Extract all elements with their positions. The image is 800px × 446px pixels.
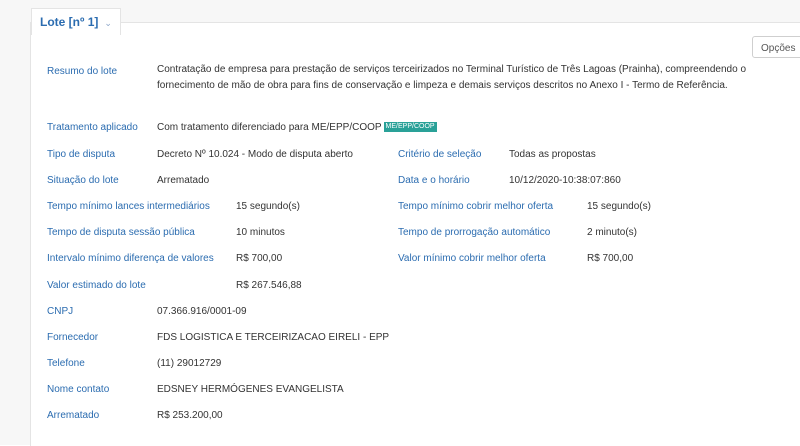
label-resumo: Resumo do lote [47,66,118,77]
value-tempo-cobrir: 15 segundo(s) [587,201,651,212]
value-situacao: Arrematado [157,175,210,186]
label-telefone: Telefone [47,358,85,369]
value-valor-estimado: R$ 267.546,88 [236,280,302,291]
value-tempo-sessao: 10 minutos [236,227,285,238]
value-nome-contato: EDSNEY HERMÓGENES EVANGELISTA [157,384,344,395]
value-tempo-lances: 15 segundo(s) [236,201,300,212]
me-epp-coop-badge: ME/EPP/COOP [385,123,435,130]
label-tempo-prorrogacao: Tempo de prorrogação automático [398,227,551,238]
options-button[interactable]: Opções [752,36,800,58]
value-fornecedor: FDS LOGISTICA E TERCEIRIZACAO EIRELI - EPP [157,332,390,343]
label-tempo-sessao: Tempo de disputa sessão pública [47,227,195,238]
value-arrematado: R$ 253.200,00 [157,410,223,421]
value-tratamento-wrap [157,122,437,133]
label-fornecedor: Fornecedor [47,332,99,343]
value-resumo: Contratação de empresa para prestação de serviços terceirizados no Terminal Turístico de Três Lagoas (Prainha), compreendendo o fornecimento de mão de obra para fins de conservação e limpeza e demais serviços descritos no Anexo I - Termo de Referência. [157,64,747,91]
label-tempo-cobrir: Tempo mínimo cobrir melhor oferta [398,201,554,212]
label-cnpj: CNPJ [47,306,74,317]
chevron-down-icon[interactable]: ⌄ [104,17,112,28]
label-valor-cobrir: Valor mínimo cobrir melhor oferta [398,253,546,264]
tab-title: Lote [nº 1] [40,15,99,29]
label-criterio: Critério de seleção [398,149,482,160]
value-valor-cobrir: R$ 700,00 [587,253,634,264]
value-data-horario: 10/12/2020-10:38:07:860 [509,175,621,186]
value-intervalo-valores: R$ 700,00 [236,253,283,264]
value-telefone: (11) 29012729 [157,358,222,369]
label-situacao: Situação do lote [47,175,119,186]
label-nome-contato: Nome contato [47,384,110,395]
label-tratamento: Tratamento aplicado [47,122,138,133]
value-tempo-prorrogacao: 2 minuto(s) [587,227,638,238]
value-tratamento: Com tratamento diferenciado para ME/EPP/COOP [157,122,382,133]
value-criterio: Todas as propostas [509,149,596,160]
label-intervalo-valores: Intervalo mínimo diferença de valores [47,253,214,264]
value-tipo-disputa: Decreto Nº 10.024 - Modo de disputa aberto [157,149,353,160]
label-valor-estimado: Valor estimado do lote [47,280,146,291]
label-data-horario: Data e o horário [398,175,470,186]
tab-lote[interactable] [31,8,121,35]
label-arrematado: Arrematado [47,410,100,421]
value-cnpj: 07.366.916/0001-09 [157,306,247,317]
label-tempo-lances: Tempo mínimo lances intermediários [47,201,210,212]
label-tipo-disputa: Tipo de disputa [47,149,116,160]
